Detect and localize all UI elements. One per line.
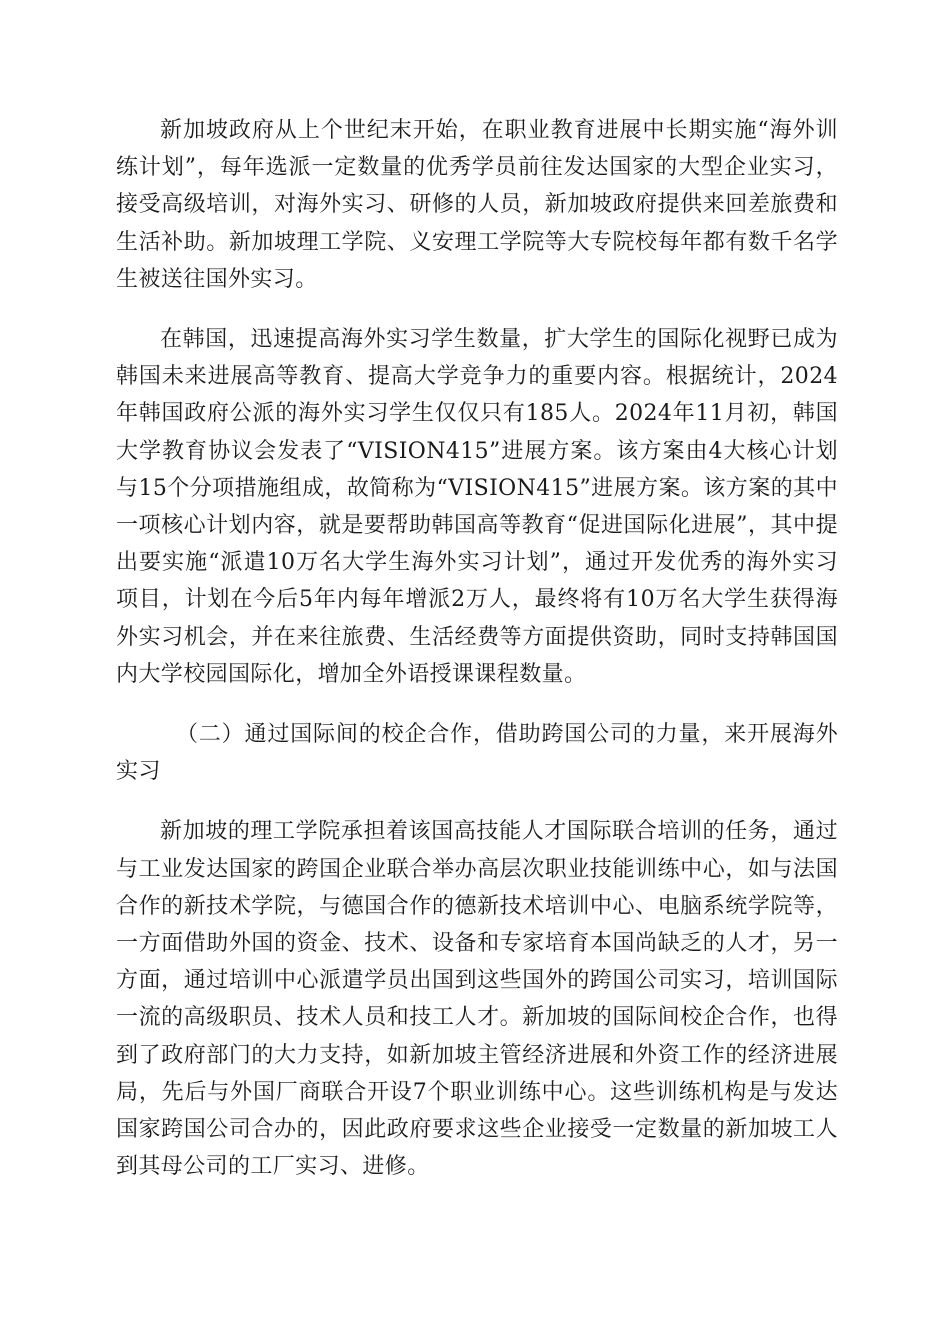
paragraph-singapore-overseas-training: 新加坡政府从上个世纪末开始，在职业教育进展中长期实施“海外训练计划”，每年选派一定数量的优秀学员前往发达国家的大型企业实习，接受高级培训，对海外实习、研修的人员，新加坡政府提供来回差旅费和生活补助。新加坡理工学院、义安理工学院等大专院校每年都有数千名学生被送往国外实习。: [116, 118, 838, 292]
document-body: [116, 112, 838, 1208]
paragraph-singapore-school-enterprise: 新加坡的理工学院承担着该国高技能人才国际联合培训的任务，通过与工业发达国家的跨国企业联合举办高层次职业技能训练中心，如与法国合作的新技术学院，与德国合作的德新技术培训中心、电脑系统学院等，一方面借助外国的资金、技术、设备和专家培育本国尚缺乏的人才，另一方面，通过培训中心派遣学员出国到这些国外的跨国公司实习，培训国际一流的高级职员、技术人员和技工人才。新加坡的国际间校企合作，也得到了政府部门的大力支持，如新加坡主管经济进展和外资工作的经济进展局，先后与外国厂商联合开设7个职业训练中心。这些训练机构是与发达国家跨国公司合办的，因此政府要求这些企业接受一定数量的新加坡工人到其母公司的工厂实习、进修。: [116, 819, 838, 1180]
paragraph-korea-overseas-internship: 在韩国，迅速提高海外实习学生数量，扩大学生的国际化视野已成为韩国未来进展高等教育、提高大学竞争力的重要内容。根据统计，2024年韩国政府公派的海外实习学生仅仅只有185人。2024年11月初，韩国大学教育协议会发表了“VISION415”进展方案。该方案由4大核心计划与15个分项措施组成，故简称为“VISION415”进展方案。该方案的其中一项核心计划内容，就是要帮助韩国高等教育“促进国际化进展”，其中提出要实施“派遣10万名大学生海外实习计划”，通过开发优秀的海外实习项目，计划在今后5年内每年增派2万人，最终将有10万名大学生获得海外实习机会，并在来往旅费、生活经费等方面提供资助，同时支持韩国国内大学校园国际化，增加全外语授课课程数量。: [116, 327, 838, 687]
section-heading-2: （二）通过国际间的校企合作，借助跨国公司的力量，来开展海外实习: [116, 722, 838, 785]
